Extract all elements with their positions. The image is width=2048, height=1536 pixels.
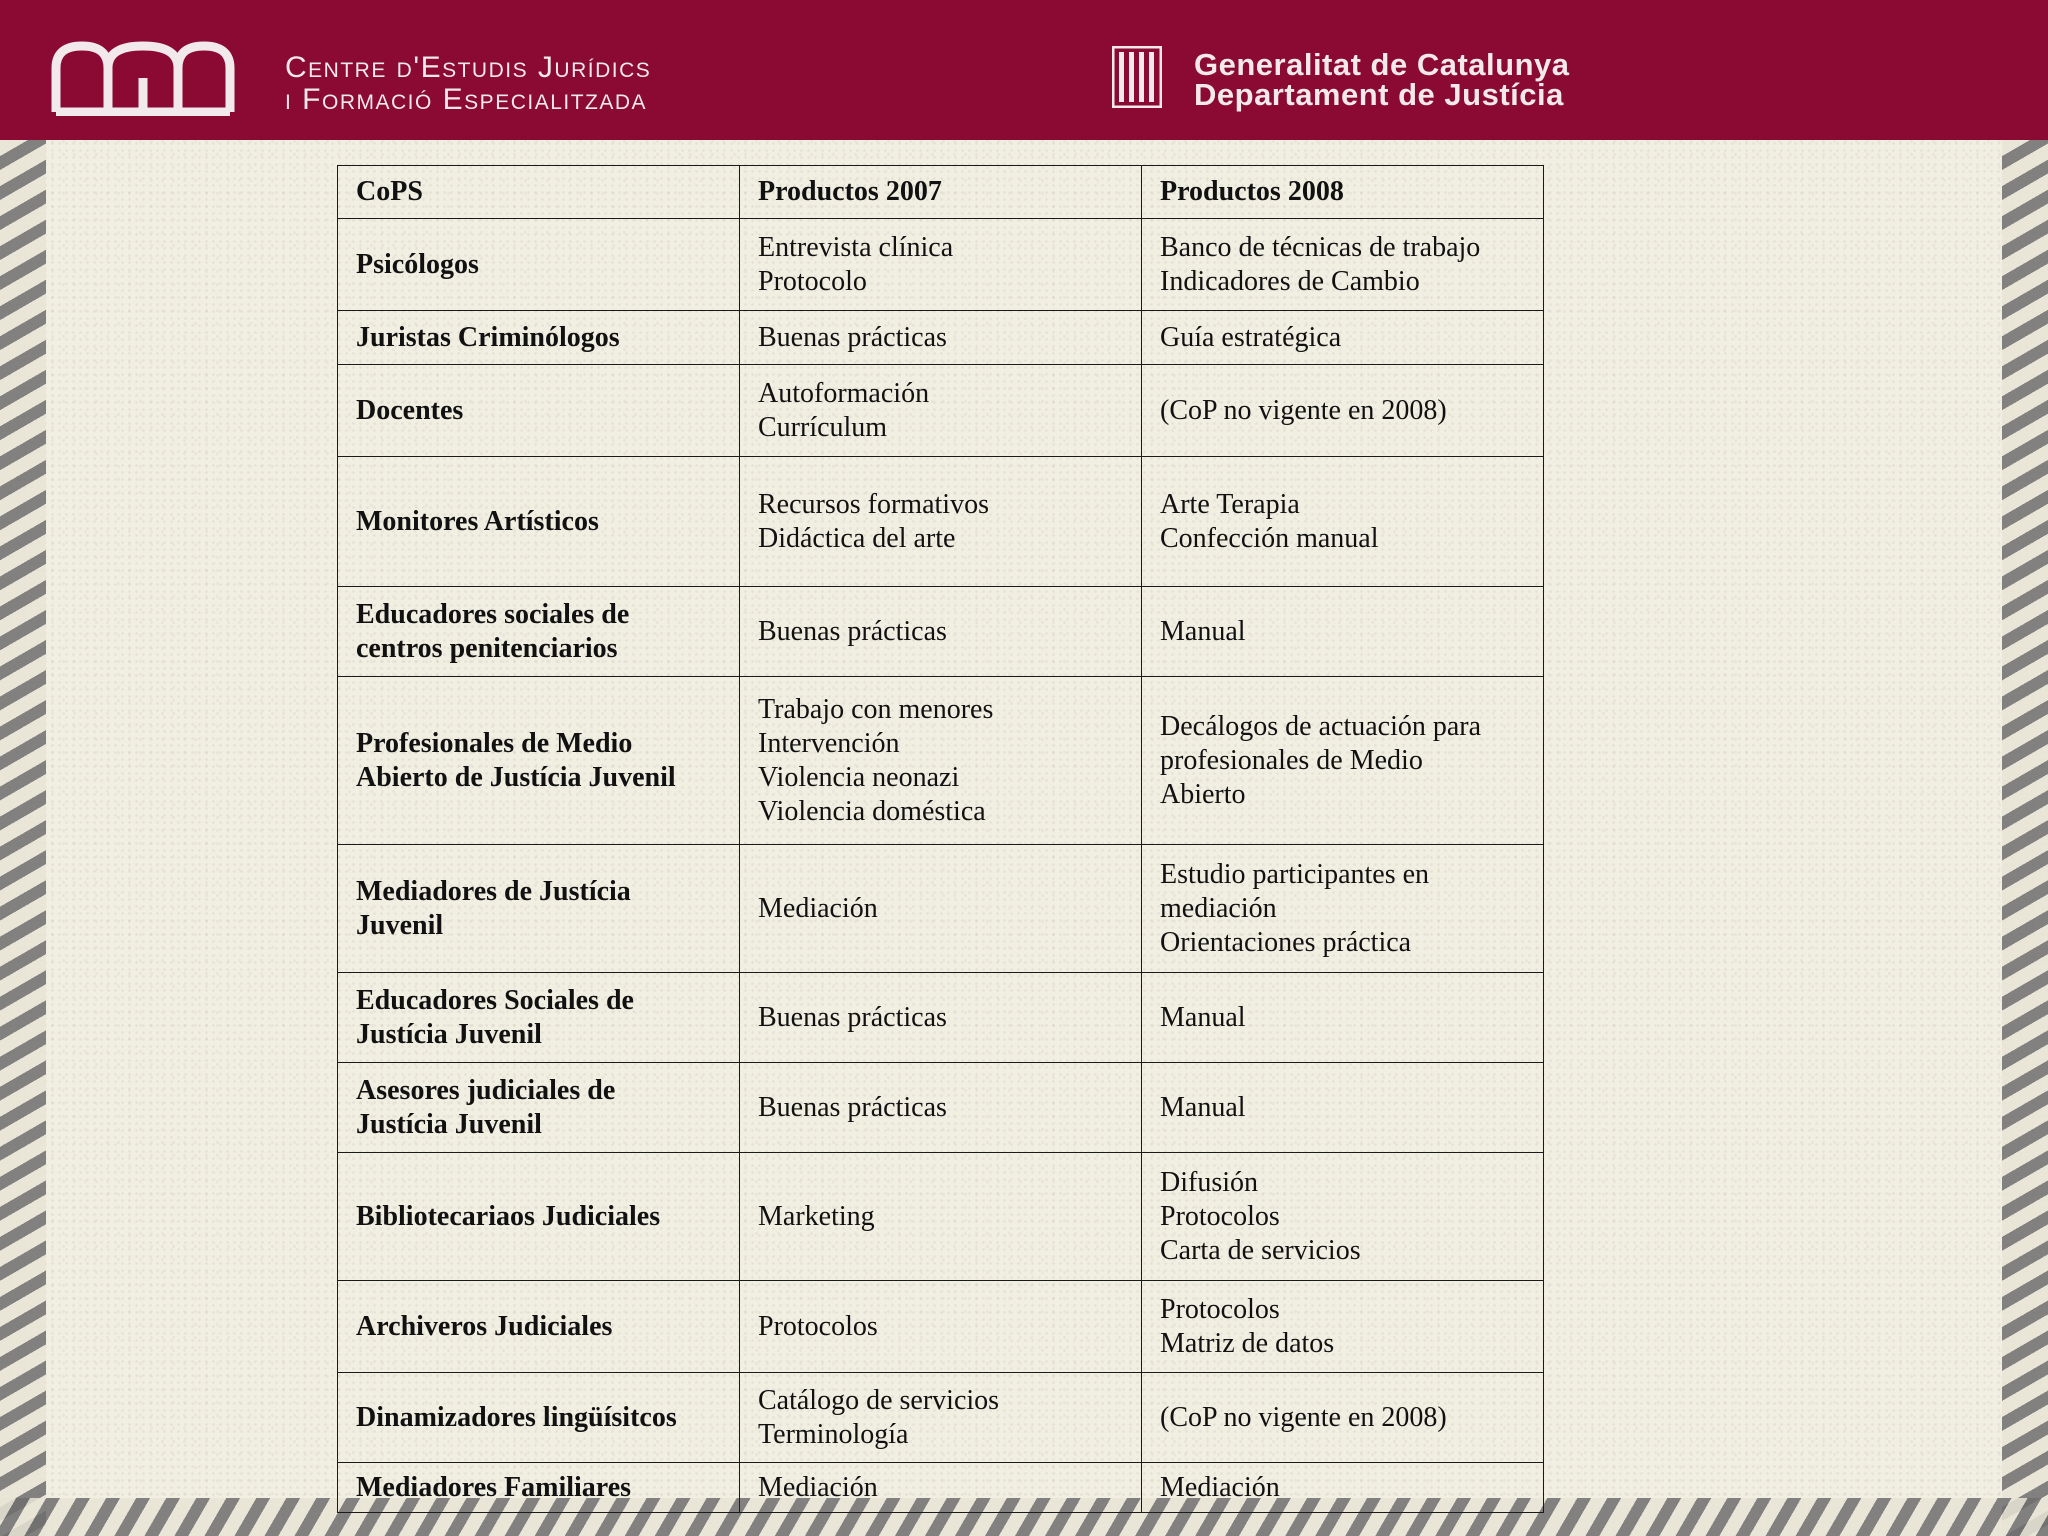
cops-cell — [338, 1463, 740, 1513]
cejfe-brand-line1: Centre d'Estudis Jurídics — [285, 51, 652, 84]
cell-text-line: Mediadores Familiares — [356, 1471, 632, 1503]
cell-text-line: Dinamizadores lingüísitcos — [356, 1401, 677, 1433]
productos-2008-cell — [1142, 1281, 1544, 1373]
cell-text-line: Educadores sociales de — [356, 598, 630, 630]
cell-text-line: Confección manual — [1160, 522, 1379, 554]
cell-text-line: Mediación — [758, 1471, 878, 1503]
cell-text-line: Buenas prácticas — [758, 1001, 947, 1033]
cell-text-line: Psicólogos — [356, 248, 479, 280]
cell-text-line: Asesores judiciales de — [356, 1074, 616, 1106]
cell-text-line: Abierto de Justícia Juvenil — [356, 761, 676, 793]
cell-text-line: mediación — [1160, 892, 1277, 924]
table-header-row — [338, 166, 1544, 219]
cell-text-line: (CoP no vigente en 2008) — [1160, 1401, 1447, 1433]
table-row — [338, 1373, 1544, 1463]
productos-2008-cell — [1142, 1063, 1544, 1153]
generalitat-brand-text — [1194, 47, 1570, 112]
cell-text-line: Juristas Criminólogos — [356, 321, 620, 353]
cell-text-line: Bibliotecariaos Judiciales — [356, 1200, 661, 1232]
header-cops: CoPS — [338, 166, 740, 219]
cell-text-line: Protocolos — [758, 1310, 878, 1342]
generalitat-brand-line1: Generalitat de Catalunya — [1194, 47, 1570, 82]
cell-text-line: Manual — [1160, 1091, 1246, 1123]
cops-cell — [338, 973, 740, 1063]
productos-2008-cell — [1142, 973, 1544, 1063]
cops-cell — [338, 677, 740, 845]
productos-2007-cell — [740, 1153, 1142, 1281]
table-row — [338, 587, 1544, 677]
header-productos-2007: Productos 2007 — [740, 166, 1142, 219]
cell-text-line: Monitores Artísticos — [356, 505, 599, 537]
productos-2007-cell — [740, 311, 1142, 365]
table-row — [338, 1463, 1544, 1513]
table-row — [338, 457, 1544, 587]
productos-2008-cell — [1142, 677, 1544, 845]
cell-text-line: Trabajo con menores — [758, 693, 994, 725]
cell-text-line: Buenas prácticas — [758, 615, 947, 647]
cell-text-line: Violencia doméstica — [758, 795, 986, 827]
cell-text-line: Justícia Juvenil — [356, 1018, 542, 1050]
right-striped-border — [2002, 140, 2048, 1536]
cell-text-line: Recursos formativos — [758, 488, 989, 520]
cell-text-line: Intervención — [758, 727, 900, 759]
cops-cell — [338, 1063, 740, 1153]
cell-text-line: Mediadores de Justícia — [356, 875, 631, 907]
cell-text-line: Marketing — [758, 1200, 875, 1232]
cell-text-line: Didáctica del arte — [758, 522, 956, 554]
cops-cell — [338, 1153, 740, 1281]
cops-cell — [338, 587, 740, 677]
productos-2007-cell — [740, 457, 1142, 587]
productos-2008-cell — [1142, 845, 1544, 973]
cell-text-line: Profesionales de Medio — [356, 727, 633, 759]
cell-text-line: Orientaciones práctica — [1160, 926, 1412, 958]
cops-cell — [338, 1373, 740, 1463]
cell-text-line: Guía estratégica — [1160, 321, 1342, 353]
cell-text-line: Docentes — [356, 394, 464, 426]
productos-2008-cell — [1142, 365, 1544, 457]
cell-text-line: Autoformación — [758, 377, 930, 409]
cell-text-line: centros penitenciarios — [356, 632, 618, 664]
productos-2008-cell — [1142, 311, 1544, 365]
productos-2007-cell — [740, 1373, 1142, 1463]
left-striped-border — [0, 140, 46, 1536]
cell-text-line: (CoP no vigente en 2008) — [1160, 394, 1447, 426]
cell-text-line: Currículum — [758, 411, 888, 443]
productos-2007-cell — [740, 219, 1142, 311]
productos-2007-cell — [740, 1063, 1142, 1153]
table-row — [338, 973, 1544, 1063]
cell-text-line: Educadores Sociales de — [356, 984, 634, 1016]
cell-text-line: Abierto — [1160, 778, 1246, 810]
cell-text-line: Difusión — [1160, 1166, 1258, 1198]
cell-text-line: Mediación — [758, 892, 878, 924]
cell-text-line: Manual — [1160, 1001, 1246, 1033]
cell-text-line: Mediación — [1160, 1471, 1280, 1503]
cell-text-line: Indicadores de Cambio — [1160, 265, 1420, 297]
cell-text-line: Matriz de datos — [1160, 1327, 1335, 1359]
table-row — [338, 219, 1544, 311]
productos-2008-cell — [1142, 587, 1544, 677]
cops-products-table — [337, 165, 1544, 1513]
productos-2008-cell — [1142, 219, 1544, 311]
table-row — [338, 1063, 1544, 1153]
productos-2007-cell — [740, 845, 1142, 973]
cell-text-line: Buenas prácticas — [758, 321, 947, 353]
cell-text-line: Decálogos de actuación para — [1160, 710, 1482, 742]
cell-text-line: Banco de técnicas de trabajo — [1160, 231, 1481, 263]
generalitat-brand-line2: Departament de Justícia — [1194, 77, 1564, 112]
cejfe-brand-text — [285, 52, 651, 116]
cell-text-line: Justícia Juvenil — [356, 1108, 542, 1140]
productos-2007-cell — [740, 365, 1142, 457]
table-row — [338, 311, 1544, 365]
productos-2008-cell — [1142, 1463, 1544, 1513]
cops-cell — [338, 845, 740, 973]
header-productos-2008: Productos 2008 — [1142, 166, 1544, 219]
cell-text-line: Violencia neonazi — [758, 761, 960, 793]
table-row — [338, 1281, 1544, 1373]
cell-text-line: Protocolos — [1160, 1293, 1280, 1325]
table-row — [338, 1153, 1544, 1281]
productos-2007-cell — [740, 677, 1142, 845]
cell-text-line: Juvenil — [356, 909, 444, 941]
cell-text-line: Manual — [1160, 615, 1246, 647]
productos-2008-cell — [1142, 1373, 1544, 1463]
table-row — [338, 365, 1544, 457]
cell-text-line: profesionales de Medio — [1160, 744, 1423, 776]
cell-text-line: Estudio participantes en — [1160, 858, 1430, 890]
cops-cell — [338, 1281, 740, 1373]
cejfe-brand-line2: i Formació Especialitzada — [285, 83, 648, 116]
productos-2008-cell — [1142, 1153, 1544, 1281]
cell-text-line: Entrevista clínica — [758, 231, 954, 263]
productos-2007-cell — [740, 1463, 1142, 1513]
table-row — [338, 677, 1544, 845]
cops-cell — [338, 219, 740, 311]
cell-text-line: Protocolos — [1160, 1200, 1280, 1232]
cell-text-line: Protocolo — [758, 265, 867, 297]
table-row — [338, 845, 1544, 973]
cops-cell — [338, 311, 740, 365]
cell-text-line: Buenas prácticas — [758, 1091, 947, 1123]
productos-2007-cell — [740, 587, 1142, 677]
cejfe-arches-logo-icon — [50, 38, 236, 116]
cell-text-line: Archiveros Judiciales — [356, 1310, 613, 1342]
header-banner — [0, 0, 2048, 140]
productos-2007-cell — [740, 973, 1142, 1063]
productos-2007-cell — [740, 1281, 1142, 1373]
productos-2008-cell — [1142, 457, 1544, 587]
cell-text-line: Catálogo de servicios — [758, 1384, 1000, 1416]
cops-cell — [338, 457, 740, 587]
cops-cell — [338, 365, 740, 457]
generalitat-stripes-logo-icon — [1112, 46, 1162, 108]
cell-text-line: Carta de servicios — [1160, 1234, 1361, 1266]
cell-text-line: Arte Terapia — [1160, 488, 1300, 520]
cell-text-line: Terminología — [758, 1418, 909, 1450]
